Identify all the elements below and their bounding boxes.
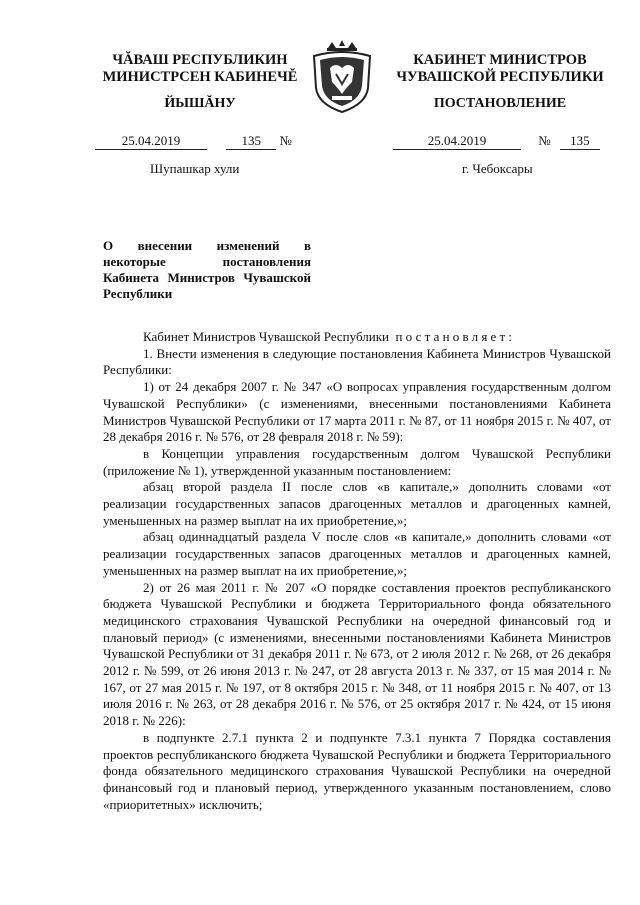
body-paragraph-2: 1) от 24 декабря 2007 г. № 347 «О вопросах управления государственным долгом Чувашской Республики» (с изменениями, внесенными постановлениями Кабинета Министров Чувашской Республики от 17 марта 2011 г. № 87, от 11 ноября 2015 г. № 407, от 28 декабря 2016 г. № 576, от 28 февраля 2018 г. № 59): bbox=[103, 379, 611, 445]
header-right-line2: ЧУВАШСКОЙ РЕСПУБЛИКИ bbox=[396, 69, 604, 85]
header-right bbox=[385, 52, 615, 86]
coat-of-arms-icon bbox=[306, 38, 378, 116]
place-left: Шупашкар хули bbox=[150, 161, 240, 176]
document-subject: О внесении изменений в некоторые постановления Кабинета Министров Чувашской Республики bbox=[103, 238, 311, 301]
number-sign-right: № bbox=[538, 133, 551, 148]
registration-right bbox=[393, 133, 600, 150]
body-paragraph-5: абзац одиннадцатый раздела V после слов «в капитале,» дополнить словами «от реализации государственных запасов драгоценных металлов и драгоценных камней, уменьшенных на размер выплат на их приобретение,»; bbox=[103, 529, 611, 578]
body-intro-decree: постановляет: bbox=[395, 329, 516, 344]
header-left-line1: ЧĂВАШ РЕСПУБЛИКИН bbox=[112, 52, 288, 68]
date-right: 25.04.2019 bbox=[393, 133, 521, 150]
doc-type-right: ПОСТАНОВЛЕНИЕ bbox=[433, 96, 567, 111]
body-paragraph-1: 1. Внести изменения в следующие постановления Кабинета Министров Чувашской Республики: bbox=[103, 345, 611, 378]
header-right-line1: КАБИНЕТ МИНИСТРОВ bbox=[413, 52, 587, 68]
body-paragraph-4: абзац второй раздела II после слов «в капитале,» дополнить словами «от реализации государственных запасов драгоценных металлов и драгоценных камней, уменьшенных на размер выплат на их приобретение,»; bbox=[103, 479, 611, 528]
document-body bbox=[103, 329, 611, 813]
body-paragraph-3: в Концепции управления государственным долгом Чувашской Республики (приложение № 1), утвержденной указанным постановлением: bbox=[103, 445, 611, 478]
number-right: 135 bbox=[560, 133, 600, 150]
header-left-line2: МИНИСТРСЕН КАБИНЕЧĔ bbox=[102, 69, 298, 85]
place-right: г. Чебоксары bbox=[462, 161, 533, 176]
body-paragraph-6: 2) от 26 мая 2011 г. № 207 «О порядке составления проектов республиканского бюджета Чувашской Республики и бюджета Территориального фонда обязательного медицинского страхования Чувашской Республики на очередной финансовый год и плановый период» (с изменениями, внесенными постановлениями Кабинета Министров Чувашской Республики от 31 декабря 2011 г. № 673, от 2 июля 2012 г. № 268, от 26 декабря 2012 г. № 599, от 26 июня 2013 г. № 247, от 28 августа 2013 г. № 337, от 15 мая 2014 г. № 167, от 27 мая 2015 г. № 197, от 8 октября 2015 г. № 348, от 11 ноября 2015 г. № 407, от 13 июля 2016 г. № 263, от 28 декабря 2016 г. № 576, от 25 октября 2017 г. № 424, от 15 июня 2018 г. № 226): bbox=[103, 579, 611, 729]
body-intro-text: Кабинет Министров Чувашской Республики bbox=[143, 329, 389, 344]
number-left: 135 bbox=[226, 133, 276, 150]
registration-left bbox=[95, 133, 292, 150]
header-left bbox=[95, 52, 305, 86]
doc-type-left: ЙЫШĂНУ bbox=[164, 96, 236, 111]
body-paragraph-7: в подпункте 2.7.1 пункта 2 и подпункте 7.3.1 пункта 7 Порядка составления проектов республиканского бюджета Чувашской Республики и бюджета Территориального фонда обязательного медицинского страхования Чувашской Республики на очередной финансовый год и плановый период, утвержденного указанным постановлением, слово «приоритетных» исключить; bbox=[103, 729, 611, 812]
body-intro bbox=[103, 329, 611, 346]
date-left: 25.04.2019 bbox=[95, 133, 207, 150]
number-sign-left: № bbox=[279, 133, 292, 148]
